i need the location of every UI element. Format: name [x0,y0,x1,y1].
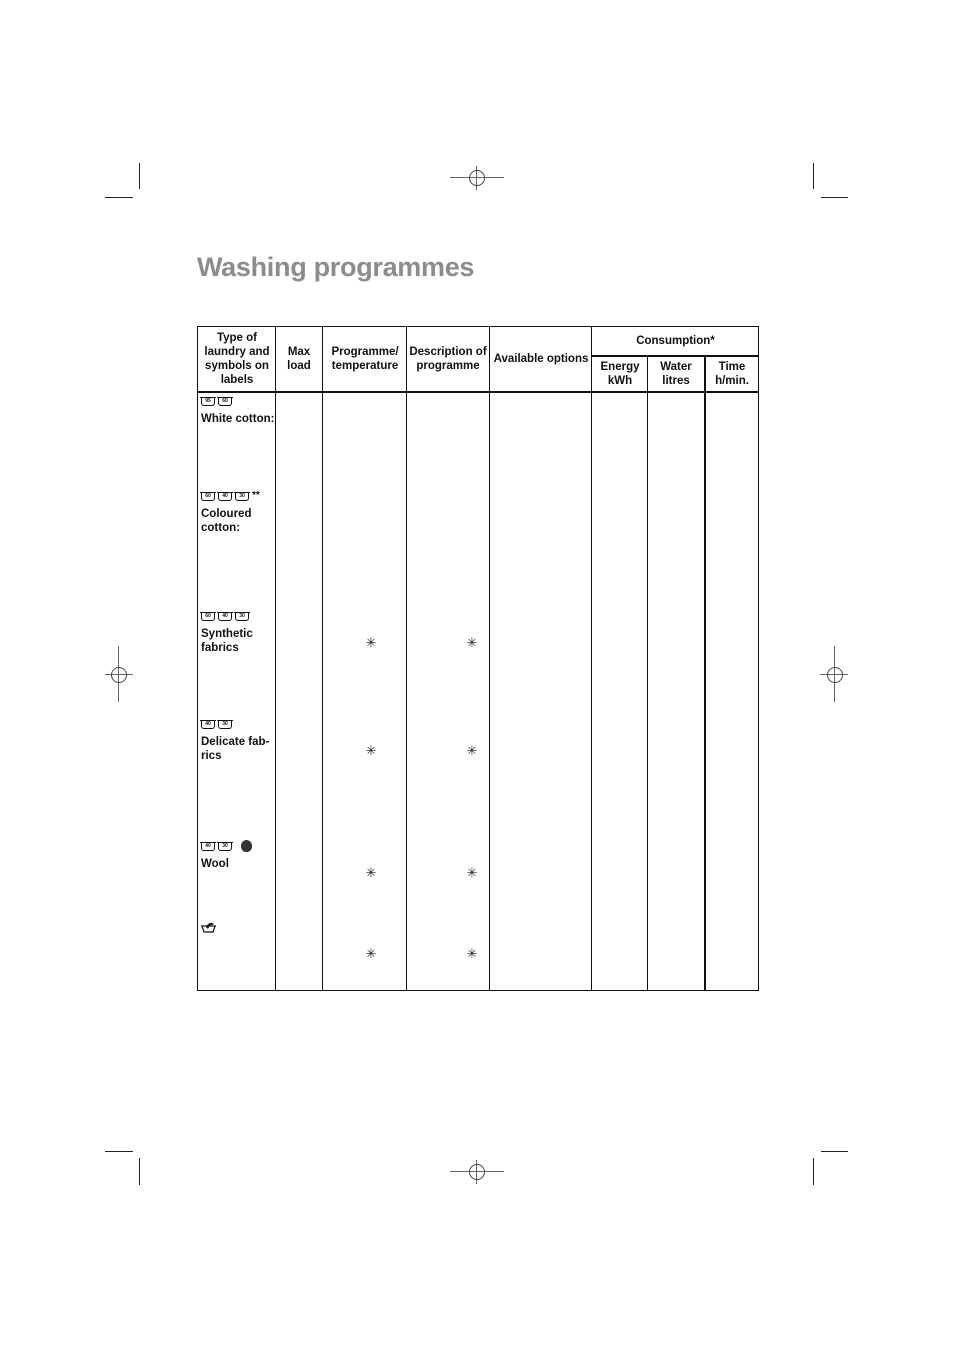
header-max-load: Max load [287,346,311,372]
wash-tub-icon: 40 [218,612,232,621]
header-options: Available options [493,353,589,365]
group-hand-wash [201,920,275,937]
placeholder-glyph: ✳ [365,865,377,880]
wash-tub-icon: 40 [218,492,232,501]
registration-mark-icon [105,646,133,702]
crop-mark [139,163,140,189]
crop-mark [821,1151,848,1152]
wash-tub-icon: 95 [201,397,215,406]
wash-tub-icon: 60 [201,492,215,501]
placeholder-glyph: ✳ [466,743,478,758]
placeholder-glyph: ✳ [466,635,478,650]
header-consumption: Consumption* [636,335,715,347]
footnote-marker: ** [252,490,260,501]
crop-mark [813,163,814,189]
placeholder-glyph: ✳ [365,946,377,961]
header-type: Type of laundry and symbols on labels [204,332,270,386]
group-label: Wool [201,858,229,870]
crop-mark [813,1158,814,1185]
wash-tub-icon: 40 [201,842,215,851]
crop-mark [139,1158,140,1185]
group-label: White cotton: [201,413,275,425]
group-synthetic-fabrics [201,610,275,655]
group-label: Coloured cotton: [201,508,252,534]
header-water: Water litres [660,361,692,387]
placeholder-glyph: ✳ [365,743,377,758]
registration-mark-icon [820,646,848,702]
crop-mark [821,197,848,198]
header-time: Time h/min. [715,361,749,387]
group-label: Synthetic fabrics [201,628,253,654]
page-title: Washing programmes [197,252,475,282]
header-programme: Programme/ temperature [331,346,399,372]
crop-mark [105,1151,133,1152]
wash-tub-icon: 30 [218,842,232,851]
group-coloured-cotton [201,490,275,535]
group-white-cotton [201,395,275,426]
wash-tub-icon: 30 [235,612,249,621]
wool-icon [241,840,252,852]
wash-tub-icon: 30 [235,492,249,501]
header-description: Description of programme [409,346,487,372]
programme-table [197,326,759,991]
wash-tub-icon: 30 [218,720,232,729]
registration-mark-icon [450,166,504,190]
placeholder-glyph: ✳ [466,946,478,961]
wash-tub-icon: 60 [218,397,232,406]
header-energy: Energy kWh [600,361,640,387]
placeholder-glyph: ✳ [466,865,478,880]
wash-tub-icon: 60 [201,612,215,621]
registration-mark-icon [450,1160,504,1184]
wash-tub-icon: 40 [201,720,215,729]
crop-mark [105,197,133,198]
hand-wash-icon [201,920,217,932]
placeholder-glyph: ✳ [365,635,377,650]
group-delicate-fabrics [201,718,275,763]
group-wool [201,840,275,871]
group-label: Delicate fab-rics [201,736,270,762]
